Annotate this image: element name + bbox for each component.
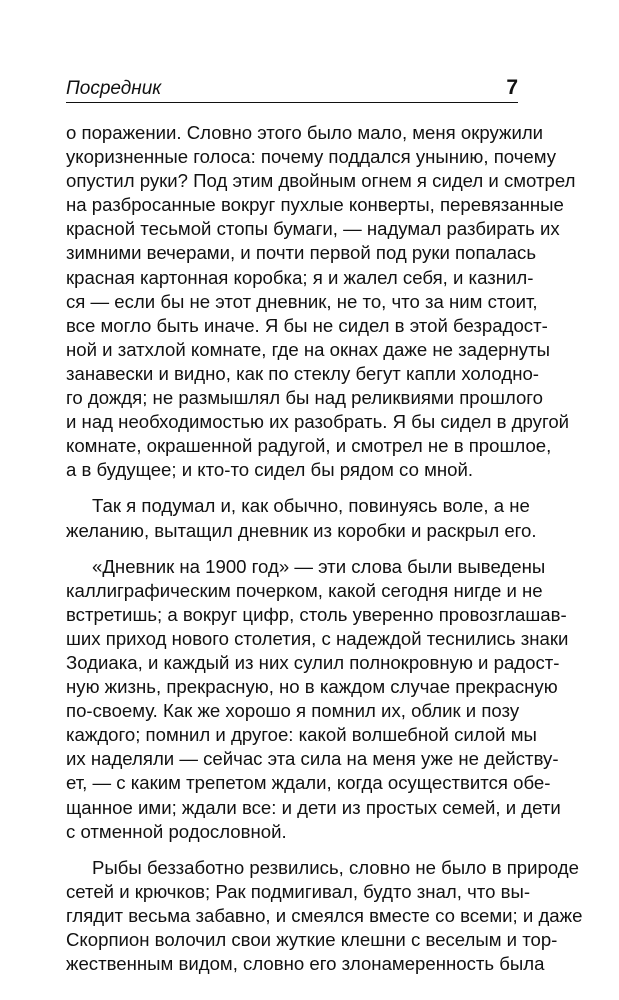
text-line: «Дневник на 1900 год» — эти слова были выведены xyxy=(92,555,546,577)
text-line: Рыбы беззаботно резвились, словно не было в природе xyxy=(92,856,579,878)
text-line: глядит весьма забавно, и смеялся вместе со всеми; и даже xyxy=(66,904,583,926)
text-line: ет, — с каким трепетом ждали, когда осуществится обе- xyxy=(66,772,551,794)
text-line: Скорпион волочил свои жуткие клешни с веселым и тор- xyxy=(66,929,558,950)
text-line: занавески и видно, как по стеклу бегут капли холодно- xyxy=(66,362,539,384)
page-number: 7 xyxy=(506,76,518,99)
page-header xyxy=(66,76,518,103)
text-line: щанное ими; ждали все: и дети из простых семей, и дети xyxy=(66,796,561,818)
running-title: Посредник xyxy=(66,78,162,99)
text-line: их наделяли — сейчас эта сила на меня уже не действу- xyxy=(66,748,559,770)
paragraph xyxy=(66,121,576,482)
text-line: ших приход нового столетия, с надеждой теснились знаки xyxy=(66,627,569,649)
text-line: жественным видом, словно его злонамеренность была xyxy=(66,953,545,975)
text-line: желанию, вытащил дневник из коробки и раскрыл его. xyxy=(66,519,537,541)
text-line: с отменной родословной. xyxy=(66,820,287,842)
text-line: Так я подумал и, как обычно, повинуясь воле, а не xyxy=(92,495,530,517)
text-line: на разбросанные вокруг пухлые конверты, перевязанные xyxy=(66,194,564,216)
text-line: каллиграфическим почерком, какой сегодня нигде и не xyxy=(66,579,543,601)
text-line: Зодиака, и каждый из них сулил полнокровную и радост- xyxy=(66,651,560,673)
text-line: зимними вечерами, и почти первой под руки попалась xyxy=(66,242,537,264)
text-line: укоризненные голоса: почему поддался унынию, почему xyxy=(66,146,557,168)
paragraph xyxy=(66,494,537,542)
body-text xyxy=(66,121,583,976)
text-line: встретишь; а вокруг цифр, столь уверенно провозглашав- xyxy=(66,603,567,625)
text-line: красная картонная коробка; я и жалел себя, и казнил- xyxy=(66,266,534,288)
text-line: го дождя; не размышлял бы над реликвиями прошлого xyxy=(66,387,544,409)
text-line: ся — если бы не этот дневник, не то, что за ним стоит, xyxy=(66,290,538,312)
text-line: ной и затхлой комнате, где на окнах даже не задернуты xyxy=(66,338,550,360)
text-line: красной тесьмой стопы бумаги, — надумал разбирать их xyxy=(66,218,560,240)
text-line: комнате, окрашенной радугой, и смотрел не в прошлое, xyxy=(66,435,552,457)
text-line: все могло быть иначе. Я бы не сидел в этой безрадост- xyxy=(66,314,548,336)
text-line: и над необходимостью их разобрать. Я бы сидел в другой xyxy=(66,411,570,433)
text-line: а в будущее; и кто-то сидел бы рядом со мной. xyxy=(66,459,474,481)
text-line: сетей и крючков; Рак подмигивал, будто знал, что вы- xyxy=(66,880,531,902)
text-line: опустил руки? Под этим двойным огнем я сидел и смотрел xyxy=(66,170,576,192)
text-line: о поражении. Словно этого было мало, меня окружили xyxy=(66,122,544,143)
paragraph xyxy=(66,555,569,844)
text-line: по-своему. Как же хорошо я помнил их, облик и позу xyxy=(66,700,520,722)
book-page xyxy=(66,76,583,988)
text-line: ную жизнь, прекрасную, но в каждом случае прекрасную xyxy=(66,676,558,698)
text-line: каждого; помнил и другое: какой волшебной силой мы xyxy=(66,724,537,746)
paragraph xyxy=(66,856,583,976)
